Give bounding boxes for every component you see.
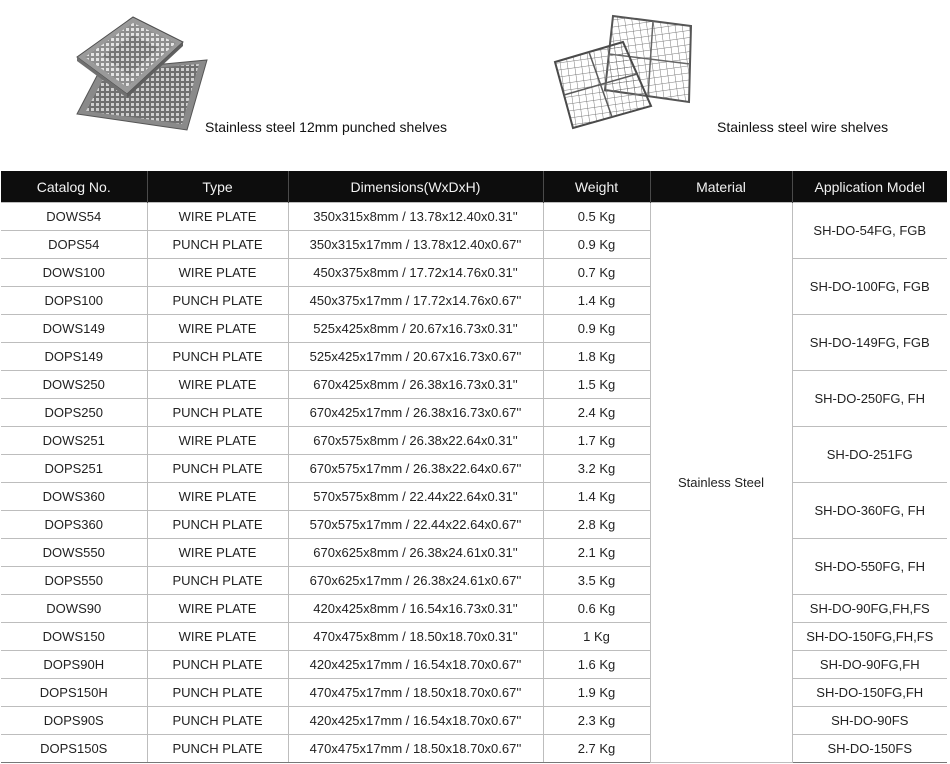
cell-weight: 0.5 Kg	[543, 203, 650, 231]
cell-dimensions: 670x425x17mm / 26.38x16.73x0.67''	[288, 399, 543, 427]
cell-type: WIRE PLATE	[147, 203, 288, 231]
cell-type: PUNCH PLATE	[147, 343, 288, 371]
table-row	[1, 203, 947, 231]
table-row	[1, 595, 947, 623]
cell-weight: 0.7 Kg	[543, 259, 650, 287]
cell-dimensions: 420x425x17mm / 16.54x18.70x0.67''	[288, 651, 543, 679]
cell-catalog-no: DOWS150	[1, 623, 147, 651]
cell-dimensions: 670x575x8mm / 26.38x22.64x0.31''	[288, 427, 543, 455]
table-row	[1, 623, 947, 651]
cell-catalog-no: DOWS149	[1, 315, 147, 343]
cell-dimensions: 670x625x8mm / 26.38x24.61x0.31''	[288, 539, 543, 567]
cell-type: PUNCH PLATE	[147, 567, 288, 595]
table-body	[1, 203, 947, 763]
cell-type: WIRE PLATE	[147, 595, 288, 623]
cell-type: PUNCH PLATE	[147, 707, 288, 735]
cell-catalog-no: DOPS360	[1, 511, 147, 539]
cell-weight: 1.9 Kg	[543, 679, 650, 707]
table-row	[1, 483, 947, 511]
cell-type: PUNCH PLATE	[147, 651, 288, 679]
cell-weight: 1.4 Kg	[543, 287, 650, 315]
table-row	[1, 259, 947, 287]
cell-catalog-no: DOPS100	[1, 287, 147, 315]
cell-application-model: SH-DO-251FG	[792, 427, 947, 483]
table-row	[1, 371, 947, 399]
cell-dimensions: 570x575x17mm / 22.44x22.64x0.67''	[288, 511, 543, 539]
cell-weight: 0.6 Kg	[543, 595, 650, 623]
table-row	[1, 651, 947, 679]
cell-weight: 1.7 Kg	[543, 427, 650, 455]
cell-application-model: SH-DO-250FG, FH	[792, 371, 947, 427]
table-row	[1, 707, 947, 735]
cell-application-model: SH-DO-360FG, FH	[792, 483, 947, 539]
cell-application-model: SH-DO-90FS	[792, 707, 947, 735]
cell-material: Stainless Steel	[650, 203, 792, 763]
cell-catalog-no: DOPS150H	[1, 679, 147, 707]
cell-application-model: SH-DO-100FG, FGB	[792, 259, 947, 315]
cell-type: WIRE PLATE	[147, 623, 288, 651]
cell-catalog-no: DOPS550	[1, 567, 147, 595]
cell-weight: 0.9 Kg	[543, 315, 650, 343]
cell-type: WIRE PLATE	[147, 259, 288, 287]
cell-catalog-no: DOPS150S	[1, 735, 147, 763]
table-row	[1, 427, 947, 455]
cell-type: PUNCH PLATE	[147, 287, 288, 315]
header-catalog-no: Catalog No.	[1, 171, 147, 203]
cell-type: PUNCH PLATE	[147, 735, 288, 763]
product-caption: Stainless steel 12mm punched shelves	[205, 119, 448, 135]
cell-dimensions: 350x315x8mm / 13.78x12.40x0.31''	[288, 203, 543, 231]
cell-dimensions: 470x475x8mm / 18.50x18.70x0.31''	[288, 623, 543, 651]
cell-catalog-no: DOWS251	[1, 427, 147, 455]
cell-type: WIRE PLATE	[147, 427, 288, 455]
cell-catalog-no: DOPS90H	[1, 651, 147, 679]
cell-application-model: SH-DO-150FG,FH,FS	[792, 623, 947, 651]
cell-catalog-no: DOWS90	[1, 595, 147, 623]
cell-type: PUNCH PLATE	[147, 455, 288, 483]
cell-weight: 3.5 Kg	[543, 567, 650, 595]
cell-weight: 1.6 Kg	[543, 651, 650, 679]
cell-weight: 2.1 Kg	[543, 539, 650, 567]
cell-application-model: SH-DO-54FG, FGB	[792, 203, 947, 259]
cell-application-model: SH-DO-150FG,FH	[792, 679, 947, 707]
product-caption: Stainless steel wire shelves	[717, 119, 889, 135]
cell-application-model: SH-DO-550FG, FH	[792, 539, 947, 595]
cell-dimensions: 420x425x8mm / 16.54x16.73x0.31''	[288, 595, 543, 623]
cell-weight: 2.8 Kg	[543, 511, 650, 539]
cell-catalog-no: DOWS54	[1, 203, 147, 231]
cell-weight: 1.5 Kg	[543, 371, 650, 399]
cell-weight: 1.4 Kg	[543, 483, 650, 511]
cell-weight: 0.9 Kg	[543, 231, 650, 259]
cell-weight: 2.3 Kg	[543, 707, 650, 735]
cell-type: WIRE PLATE	[147, 539, 288, 567]
cell-application-model: SH-DO-150FS	[792, 735, 947, 763]
table-row	[1, 679, 947, 707]
cell-weight: 1 Kg	[543, 623, 650, 651]
cell-weight: 3.2 Kg	[543, 455, 650, 483]
cell-dimensions: 450x375x8mm / 17.72x14.76x0.31''	[288, 259, 543, 287]
header-dimensions: Dimensions(WxDxH)	[288, 171, 543, 203]
cell-dimensions: 350x315x17mm / 13.78x12.40x0.67''	[288, 231, 543, 259]
table-row	[1, 539, 947, 567]
cell-catalog-no: DOPS54	[1, 231, 147, 259]
cell-dimensions: 525x425x17mm / 20.67x16.73x0.67''	[288, 343, 543, 371]
table-header-row	[1, 171, 947, 203]
cell-catalog-no: DOPS90S	[1, 707, 147, 735]
header-type: Type	[147, 171, 288, 203]
header-material: Material	[650, 171, 792, 203]
cell-dimensions: 670x425x8mm / 26.38x16.73x0.31''	[288, 371, 543, 399]
header-application-model: Application Model	[792, 171, 947, 203]
cell-type: WIRE PLATE	[147, 371, 288, 399]
cell-application-model: SH-DO-149FG, FGB	[792, 315, 947, 371]
cell-dimensions: 670x575x17mm / 26.38x22.64x0.67''	[288, 455, 543, 483]
cell-catalog-no: DOWS360	[1, 483, 147, 511]
cell-type: WIRE PLATE	[147, 483, 288, 511]
cell-dimensions: 670x625x17mm / 26.38x24.61x0.67''	[288, 567, 543, 595]
cell-type: WIRE PLATE	[147, 315, 288, 343]
cell-catalog-no: DOPS250	[1, 399, 147, 427]
cell-weight: 2.4 Kg	[543, 399, 650, 427]
cell-application-model: SH-DO-90FG,FH	[792, 651, 947, 679]
cell-dimensions: 470x475x17mm / 18.50x18.70x0.67''	[288, 735, 543, 763]
cell-dimensions: 570x575x8mm / 22.44x22.64x0.31''	[288, 483, 543, 511]
cell-type: PUNCH PLATE	[147, 511, 288, 539]
cell-type: PUNCH PLATE	[147, 399, 288, 427]
header-weight: Weight	[543, 171, 650, 203]
punched-shelf-image	[55, 12, 215, 137]
cell-catalog-no: DOPS149	[1, 343, 147, 371]
table-row	[1, 315, 947, 343]
cell-type: PUNCH PLATE	[147, 679, 288, 707]
table-row	[1, 735, 947, 763]
cell-dimensions: 450x375x17mm / 17.72x14.76x0.67''	[288, 287, 543, 315]
catalog-table	[1, 171, 947, 763]
cell-catalog-no: DOPS251	[1, 455, 147, 483]
cell-weight: 2.7 Kg	[543, 735, 650, 763]
cell-application-model: SH-DO-90FG,FH,FS	[792, 595, 947, 623]
cell-catalog-no: DOWS550	[1, 539, 147, 567]
cell-type: PUNCH PLATE	[147, 231, 288, 259]
wire-shelf-image	[553, 14, 698, 134]
cell-dimensions: 470x475x17mm / 18.50x18.70x0.67''	[288, 679, 543, 707]
cell-catalog-no: DOWS250	[1, 371, 147, 399]
cell-dimensions: 420x425x17mm / 16.54x18.70x0.67''	[288, 707, 543, 735]
cell-dimensions: 525x425x8mm / 20.67x16.73x0.31''	[288, 315, 543, 343]
cell-catalog-no: DOWS100	[1, 259, 147, 287]
cell-weight: 1.8 Kg	[543, 343, 650, 371]
